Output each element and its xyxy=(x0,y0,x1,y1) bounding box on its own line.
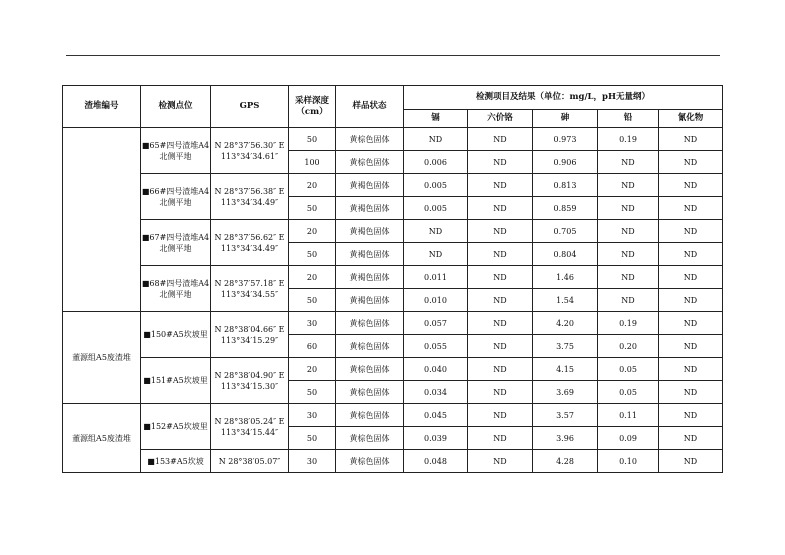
cyanide-cell: ND xyxy=(659,335,723,358)
depth-cell: 30 xyxy=(289,312,336,335)
arsenic-cell: 0.813 xyxy=(533,174,598,197)
depth-cell: 60 xyxy=(289,335,336,358)
arsenic-cell: 3.57 xyxy=(533,404,598,427)
lead-cell: ND xyxy=(598,243,659,266)
state-cell: 黄棕色固体 xyxy=(336,427,404,450)
point-cell: ■153#A5坎坡 xyxy=(141,450,211,473)
cyanide-cell: ND xyxy=(659,220,723,243)
arsenic-cell: 0.973 xyxy=(533,128,598,151)
hexavalent-chromium-cell: ND xyxy=(468,174,533,197)
lead-cell: 0.20 xyxy=(598,335,659,358)
arsenic-cell: 3.75 xyxy=(533,335,598,358)
hexavalent-chromium-cell: ND xyxy=(468,335,533,358)
lead-cell: ND xyxy=(598,174,659,197)
depth-cell: 50 xyxy=(289,197,336,220)
col-header-arsenic: 砷 xyxy=(533,110,598,128)
hexavalent-chromium-cell: ND xyxy=(468,289,533,312)
hexavalent-chromium-cell: ND xyxy=(468,197,533,220)
cyanide-cell: ND xyxy=(659,266,723,289)
gps-cell: N 28°37′57.18″ E 113°34′34.55″ xyxy=(211,266,289,312)
table-row xyxy=(63,404,723,427)
gps-cell: N 28°38′04.66″ E 113°34′15.29″ xyxy=(211,312,289,358)
cyanide-cell: ND xyxy=(659,404,723,427)
col-header-results: 检测项目及结果（单位：mg/L，pH无量纲） xyxy=(404,86,723,110)
hexavalent-chromium-cell: ND xyxy=(468,243,533,266)
table-body xyxy=(63,128,723,473)
point-cell: ■66#四号渣堆A4北侧平地 xyxy=(141,174,211,220)
col-header-residue-id: 渣堆编号 xyxy=(63,86,141,128)
cyanide-cell: ND xyxy=(659,128,723,151)
state-cell: 黄棕色固体 xyxy=(336,151,404,174)
depth-cell: 20 xyxy=(289,266,336,289)
cyanide-cell: ND xyxy=(659,427,723,450)
cadmium-cell: ND xyxy=(404,220,468,243)
depth-cell: 20 xyxy=(289,220,336,243)
hexavalent-chromium-cell: ND xyxy=(468,404,533,427)
cadmium-cell: 0.006 xyxy=(404,151,468,174)
cadmium-cell: 0.045 xyxy=(404,404,468,427)
col-header-cyanide: 氰化物 xyxy=(659,110,723,128)
col-header-cadmium: 镉 xyxy=(404,110,468,128)
lead-cell: ND xyxy=(598,266,659,289)
arsenic-cell: 0.804 xyxy=(533,243,598,266)
state-cell: 黄棕色固体 xyxy=(336,312,404,335)
depth-cell: 50 xyxy=(289,243,336,266)
table-row xyxy=(63,358,723,381)
cyanide-cell: ND xyxy=(659,312,723,335)
gps-cell: N 28°37′56.38″ E 113°34′34.49″ xyxy=(211,174,289,220)
depth-cell: 20 xyxy=(289,358,336,381)
point-cell: ■68#四号渣堆A4北侧平地 xyxy=(141,266,211,312)
cyanide-cell: ND xyxy=(659,450,723,473)
state-cell: 黄褐色固体 xyxy=(336,243,404,266)
state-cell: 黄褐色固体 xyxy=(336,197,404,220)
cadmium-cell: 0.055 xyxy=(404,335,468,358)
cyanide-cell: ND xyxy=(659,289,723,312)
gps-cell: N 28°37′56.30″ E 113°34′34.61″ xyxy=(211,128,289,174)
cadmium-cell: 0.011 xyxy=(404,266,468,289)
depth-cell: 30 xyxy=(289,450,336,473)
header-rule xyxy=(66,55,720,56)
gps-cell: N 28°38′05.07″ xyxy=(211,450,289,473)
cadmium-cell: 0.039 xyxy=(404,427,468,450)
lead-cell: ND xyxy=(598,289,659,312)
table-row xyxy=(63,174,723,197)
cyanide-cell: ND xyxy=(659,358,723,381)
lead-cell: 0.19 xyxy=(598,312,659,335)
depth-cell: 50 xyxy=(289,128,336,151)
table-row xyxy=(63,266,723,289)
arsenic-cell: 4.20 xyxy=(533,312,598,335)
cyanide-cell: ND xyxy=(659,381,723,404)
cyanide-cell: ND xyxy=(659,197,723,220)
gps-cell: N 28°38′04.90″ E 113°34′15.30″ xyxy=(211,358,289,404)
lead-cell: 0.10 xyxy=(598,450,659,473)
arsenic-cell: 4.28 xyxy=(533,450,598,473)
state-cell: 黄棕色固体 xyxy=(336,128,404,151)
location-cell: 董源组A5废渣堆 xyxy=(63,404,141,473)
results-table xyxy=(62,85,723,473)
lead-cell: ND xyxy=(598,220,659,243)
arsenic-cell: 1.54 xyxy=(533,289,598,312)
hexavalent-chromium-cell: ND xyxy=(468,427,533,450)
hexavalent-chromium-cell: ND xyxy=(468,312,533,335)
col-header-hexavalent-chromium: 六价铬 xyxy=(468,110,533,128)
hexavalent-chromium-cell: ND xyxy=(468,358,533,381)
col-header-gps: GPS xyxy=(211,86,289,128)
depth-cell: 50 xyxy=(289,289,336,312)
point-cell: ■152#A5坎坡里 xyxy=(141,404,211,450)
location-cell: 董源组A5废渣堆 xyxy=(63,312,141,404)
cadmium-cell: 0.057 xyxy=(404,312,468,335)
arsenic-cell: 3.69 xyxy=(533,381,598,404)
state-cell: 黄褐色固体 xyxy=(336,289,404,312)
hexavalent-chromium-cell: ND xyxy=(468,128,533,151)
col-header-point: 检测点位 xyxy=(141,86,211,128)
lead-cell: 0.11 xyxy=(598,404,659,427)
arsenic-cell: 3.96 xyxy=(533,427,598,450)
point-cell: ■65#四号渣堆A4北侧平地 xyxy=(141,128,211,174)
lead-cell: 0.05 xyxy=(598,358,659,381)
location-cell xyxy=(63,128,141,312)
lead-cell: ND xyxy=(598,151,659,174)
depth-cell: 100 xyxy=(289,151,336,174)
lead-cell: 0.05 xyxy=(598,381,659,404)
hexavalent-chromium-cell: ND xyxy=(468,266,533,289)
depth-cell: 30 xyxy=(289,404,336,427)
depth-cell: 20 xyxy=(289,174,336,197)
arsenic-cell: 0.859 xyxy=(533,197,598,220)
cadmium-cell: 0.040 xyxy=(404,358,468,381)
col-header-depth: 采样深度（cm） xyxy=(289,86,336,128)
arsenic-cell: 0.906 xyxy=(533,151,598,174)
point-cell: ■67#四号渣堆A4北侧平地 xyxy=(141,220,211,266)
cyanide-cell: ND xyxy=(659,174,723,197)
table-row xyxy=(63,220,723,243)
table-row xyxy=(63,450,723,473)
cadmium-cell: ND xyxy=(404,243,468,266)
arsenic-cell: 1.46 xyxy=(533,266,598,289)
gps-cell: N 28°37′56.62″ E 113°34′34.49″ xyxy=(211,220,289,266)
table-row xyxy=(63,312,723,335)
hexavalent-chromium-cell: ND xyxy=(468,450,533,473)
gps-cell: N 28°38′05.24″ E 113°34′15.44″ xyxy=(211,404,289,450)
state-cell: 黄褐色固体 xyxy=(336,220,404,243)
table-row xyxy=(63,128,723,151)
hexavalent-chromium-cell: ND xyxy=(468,220,533,243)
col-header-lead: 铅 xyxy=(598,110,659,128)
lead-cell: 0.09 xyxy=(598,427,659,450)
cadmium-cell: 0.010 xyxy=(404,289,468,312)
cadmium-cell: 0.005 xyxy=(404,174,468,197)
cadmium-cell: ND xyxy=(404,128,468,151)
cadmium-cell: 0.034 xyxy=(404,381,468,404)
col-header-state: 样品状态 xyxy=(336,86,404,128)
lead-cell: ND xyxy=(598,197,659,220)
hexavalent-chromium-cell: ND xyxy=(468,381,533,404)
state-cell: 黄褐色固体 xyxy=(336,174,404,197)
depth-cell: 50 xyxy=(289,381,336,404)
cadmium-cell: 0.005 xyxy=(404,197,468,220)
state-cell: 黄棕色固体 xyxy=(336,404,404,427)
state-cell: 黄棕色固体 xyxy=(336,381,404,404)
state-cell: 黄棕色固体 xyxy=(336,358,404,381)
depth-cell: 50 xyxy=(289,427,336,450)
point-cell: ■151#A5坎坡里 xyxy=(141,358,211,404)
lead-cell: 0.19 xyxy=(598,128,659,151)
cadmium-cell: 0.048 xyxy=(404,450,468,473)
state-cell: 黄棕色固体 xyxy=(336,450,404,473)
arsenic-cell: 4.15 xyxy=(533,358,598,381)
state-cell: 黄褐色固体 xyxy=(336,266,404,289)
point-cell: ■150#A5坎坡里 xyxy=(141,312,211,358)
arsenic-cell: 0.705 xyxy=(533,220,598,243)
hexavalent-chromium-cell: ND xyxy=(468,151,533,174)
cyanide-cell: ND xyxy=(659,151,723,174)
cyanide-cell: ND xyxy=(659,243,723,266)
state-cell: 黄棕色固体 xyxy=(336,335,404,358)
